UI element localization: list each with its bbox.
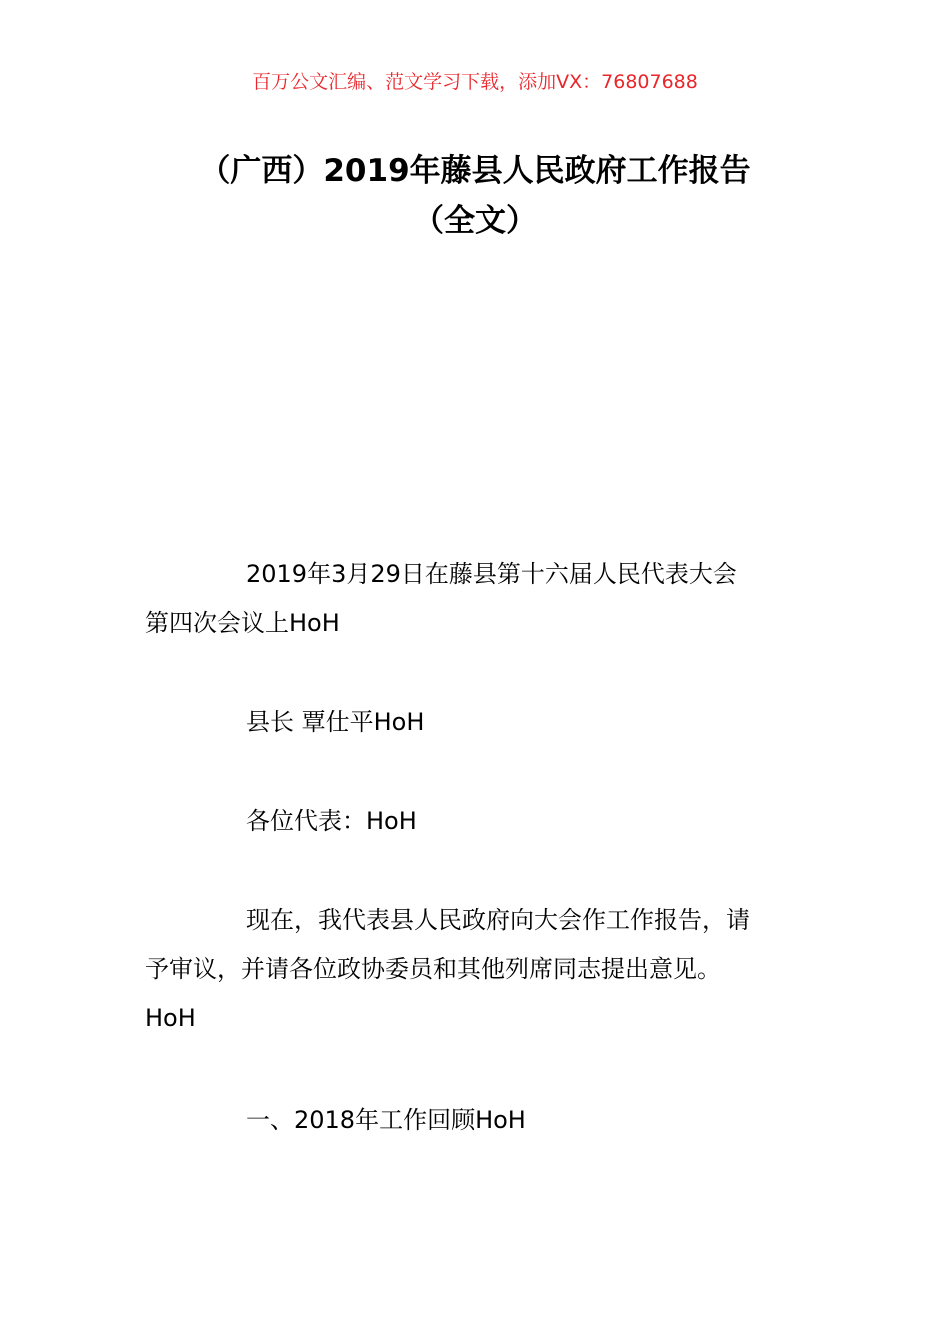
section-heading: 一、2018年工作回顾HoH — [246, 1106, 526, 1134]
header-note: 百万公文汇编、范文学习下载，添加VX：76807688 — [252, 71, 698, 93]
paragraph-greeting: 各位代表：HoH — [246, 807, 417, 835]
paragraph-intro-line-3: HoH — [145, 1004, 196, 1032]
paragraph-intro-line-1: 现在，我代表县人民政府向大会作工作报告，请 — [246, 906, 750, 934]
document-title-line-2: （全文） — [413, 203, 537, 239]
document-title-line-1: （广西）2019年藤县人民政府工作报告 — [199, 153, 751, 189]
paragraph-meeting-line-2: 第四次会议上HoH — [145, 609, 340, 637]
paragraph-intro-line-2: 予审议，并请各位政协委员和其他列席同志提出意见。 — [145, 955, 721, 983]
paragraph-meeting-line-1: 2019年3月29日在藤县第十六届人民代表大会 — [246, 560, 737, 588]
paragraph-speaker: 县长 覃仕平HoH — [246, 708, 425, 736]
